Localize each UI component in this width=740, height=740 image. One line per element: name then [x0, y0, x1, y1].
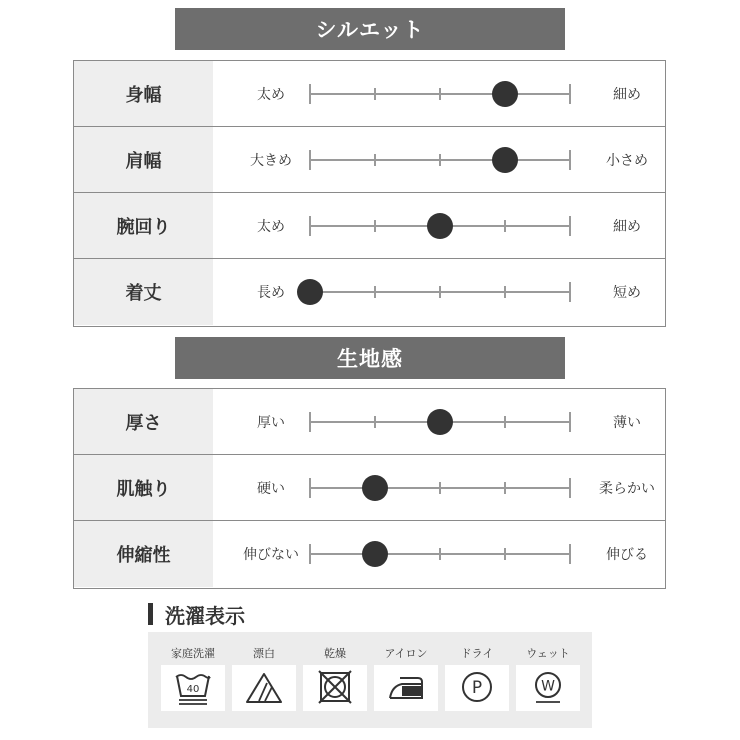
scale-tick [309, 216, 311, 236]
care-title-bar [148, 603, 153, 625]
rating-marker [362, 541, 388, 567]
care-title-text: 洗濯表示 [165, 603, 245, 628]
care-label: ウェット [526, 647, 570, 660]
care-panel [148, 632, 592, 728]
silhouette-title: シルエット [315, 18, 425, 42]
rating-row [74, 521, 665, 587]
scale-tick [504, 220, 506, 232]
row-label: 肌触り [74, 455, 213, 520]
scale-right-term: 短め [613, 285, 641, 301]
care-label: ドライ [460, 647, 494, 660]
scale-left-term: 太め [257, 218, 285, 235]
scale-tick [374, 88, 376, 100]
fabric-header [175, 337, 565, 379]
scale-tick [504, 482, 506, 494]
rating-marker [427, 409, 453, 435]
row-label: 腕回り [74, 193, 213, 258]
rating-scale [310, 389, 570, 454]
scale-left-term: 大きめ [250, 152, 292, 169]
scale-right-term: 小さめ [606, 152, 648, 169]
scale-tick [439, 286, 441, 298]
scale-tick [569, 282, 571, 302]
rating-row [74, 389, 665, 455]
rating-marker [297, 279, 323, 305]
scale-tick [504, 416, 506, 428]
scale-tick [439, 154, 441, 166]
row-label: 身幅 [74, 61, 213, 126]
rating-marker [492, 81, 518, 107]
rating-marker [427, 213, 453, 239]
iron-icon [374, 665, 438, 711]
care-item-bleach [232, 632, 296, 728]
care-item-home-wash [161, 632, 225, 728]
scale-tick [374, 416, 376, 428]
rating-marker [362, 475, 388, 501]
rating-scale [310, 521, 570, 587]
rating-row [74, 259, 665, 325]
scale-tick [569, 478, 571, 498]
care-label: アイロン [384, 647, 428, 660]
scale-tick [309, 84, 311, 104]
rating-scale [310, 193, 570, 258]
bleach-triangle-icon [232, 665, 296, 711]
scale-right-term: 柔らかい [599, 480, 655, 497]
care-label: 漂白 [253, 647, 275, 660]
scale-left-term: 厚い [257, 414, 285, 431]
fabric-table [73, 388, 666, 589]
row-label: 着丈 [74, 259, 213, 325]
care-item-wet-clean [516, 632, 580, 728]
scale-tick [504, 548, 506, 560]
scale-tick [374, 286, 376, 298]
rating-scale [310, 455, 570, 520]
scale-tick [309, 478, 311, 498]
rating-row [74, 127, 665, 193]
rating-row [74, 455, 665, 521]
rating-scale [310, 61, 570, 126]
wash-tub-40-icon [161, 665, 225, 711]
scale-tick [439, 482, 441, 494]
dry-clean-letter: P [471, 678, 483, 698]
wet-clean-w-icon [516, 665, 580, 711]
scale-tick [309, 544, 311, 564]
scale-tick [569, 544, 571, 564]
rating-scale [310, 259, 570, 325]
rating-row [74, 61, 665, 127]
scale-left-term: 硬い [257, 480, 285, 497]
scale-tick [569, 84, 571, 104]
rating-scale [310, 127, 570, 192]
no-tumble-dry-icon [303, 665, 367, 711]
scale-tick [374, 220, 376, 232]
care-title [148, 600, 245, 628]
scale-tick [309, 412, 311, 432]
scale-right-term: 伸びる [606, 547, 648, 563]
row-label: 伸縮性 [74, 521, 213, 587]
scale-left-term: 長め [257, 285, 285, 301]
care-item-dry [303, 632, 367, 728]
scale-tick [569, 150, 571, 170]
care-label: 乾燥 [324, 647, 346, 660]
scale-tick [569, 216, 571, 236]
care-item-dry-clean [445, 632, 509, 728]
scale-tick [309, 150, 311, 170]
silhouette-table [73, 60, 666, 327]
row-label: 厚さ [74, 389, 213, 454]
silhouette-header [175, 8, 565, 50]
care-item-iron [374, 632, 438, 728]
scale-right-term: 細め [613, 218, 641, 235]
rating-row [74, 193, 665, 259]
scale-tick [374, 154, 376, 166]
wash-temp-text: 40 [186, 684, 200, 695]
dry-clean-p-icon [445, 665, 509, 711]
wet-clean-letter: W [541, 678, 555, 695]
scale-tick [569, 412, 571, 432]
care-label: 家庭洗濯 [171, 647, 215, 660]
scale-right-term: 細め [613, 86, 641, 103]
scale-left-term: 伸びない [243, 547, 299, 563]
scale-tick [439, 88, 441, 100]
row-label: 肩幅 [74, 127, 213, 192]
rating-marker [492, 147, 518, 173]
fabric-title: 生地感 [337, 347, 403, 371]
scale-tick [439, 548, 441, 560]
scale-right-term: 薄い [613, 414, 641, 431]
scale-tick [504, 286, 506, 298]
scale-left-term: 太め [257, 86, 285, 103]
